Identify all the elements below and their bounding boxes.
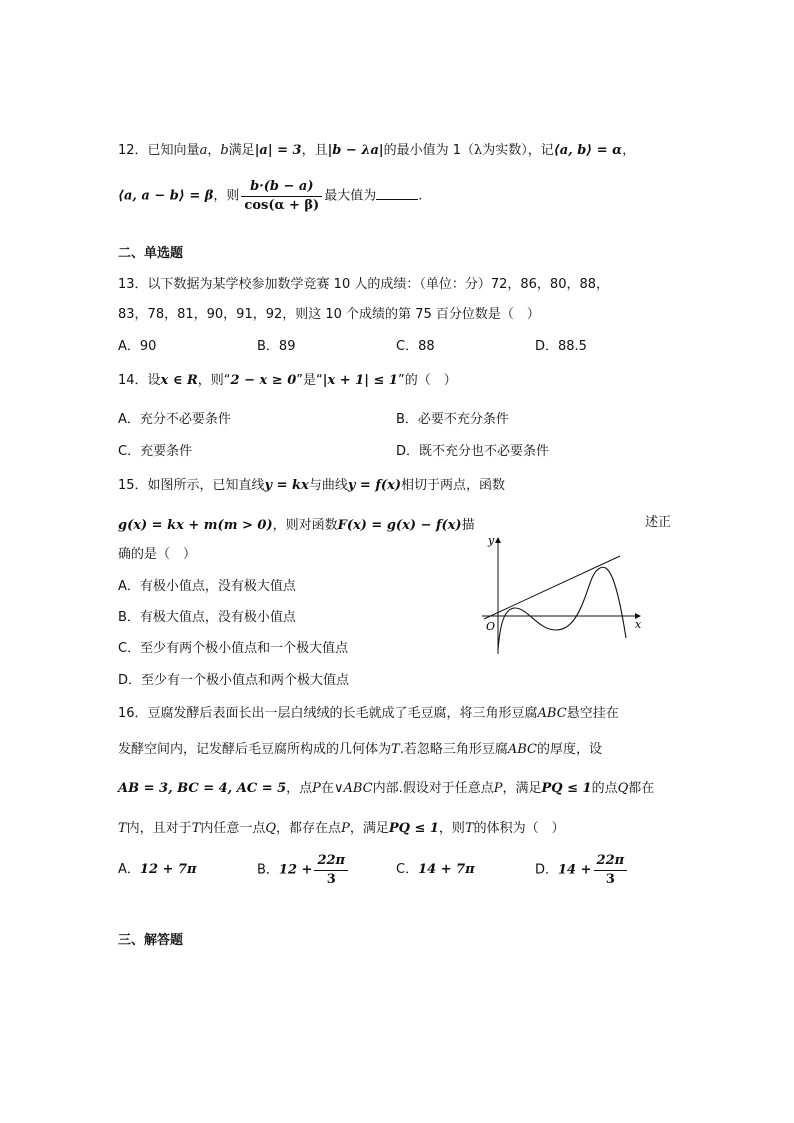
q16-text: 的厚度，设 xyxy=(536,742,602,757)
q14-option-d[interactable]: D．既不充分也不必要条件 xyxy=(396,444,550,459)
q16-option-c-value: 14 + 7π xyxy=(418,862,475,877)
q16-text: 的点 xyxy=(591,781,618,796)
q16-sides: AB = 3, BC = 4, AC = 5 xyxy=(118,781,287,796)
q16-T: T xyxy=(118,821,127,836)
q16-text: ，则 xyxy=(438,821,465,836)
q16-Q: Q xyxy=(265,821,277,836)
y-axis-label: y xyxy=(488,534,495,547)
q16-P: P xyxy=(312,781,321,796)
q12-cond1: |a| = 3 xyxy=(254,143,302,158)
q16-option-b-value: 12 + xyxy=(278,862,313,878)
q15-text: ，则对函数 xyxy=(272,518,338,533)
q16-P: P xyxy=(493,781,503,796)
q16-option-d-fraction xyxy=(594,852,628,889)
q16-T: T xyxy=(464,821,474,836)
q12-text: 最大值为 xyxy=(324,188,377,204)
q16-text: .若忽略三角形豆腐 xyxy=(399,742,508,757)
q12-text: ，且 xyxy=(301,143,328,158)
q15-option-a[interactable]: A．有极小值点，没有极大值点 xyxy=(118,579,296,594)
q16-text: 的体积为（ ） xyxy=(473,821,565,836)
q16-option-label: D． xyxy=(535,862,559,878)
q16-option-d-value: 14 + xyxy=(558,862,592,878)
q16-line3 xyxy=(118,780,654,798)
q16-T: T xyxy=(391,742,400,757)
q12-text: ， xyxy=(622,143,636,158)
q14-option-b[interactable]: B．必要不充分条件 xyxy=(396,412,509,427)
q16-T: T xyxy=(191,821,201,836)
q14-text: ，则“ xyxy=(197,373,231,388)
q13-option-c[interactable]: C．88 xyxy=(396,339,435,354)
q14-stem xyxy=(118,372,457,390)
q16-option-a-value: 12 + 7π xyxy=(139,862,197,877)
q14-text: ”是“ xyxy=(296,373,323,388)
q16-abc: ABC xyxy=(507,742,537,757)
section-answer-questions: 三、解答题 xyxy=(118,933,184,948)
x-axis-label: x xyxy=(635,618,642,631)
section-single-choice: 二、单选题 xyxy=(118,246,184,261)
q14-option-a[interactable]: A．充分不必要条件 xyxy=(118,412,231,427)
q16-text: ，满足 xyxy=(349,821,389,836)
q15-text: 相切于两点，函数 xyxy=(400,478,505,493)
q15-g-eq: g(x) = kx + m(m > 0) xyxy=(118,518,273,533)
q16-text: 在 xyxy=(320,781,334,796)
q15-text: 15．如图所示，已知直线 xyxy=(118,478,265,493)
q15-line3: 确的是（ ） xyxy=(118,547,197,562)
q14-var: x ∈ R xyxy=(160,373,198,388)
q15-line2 xyxy=(118,517,475,535)
q15-option-b[interactable]: B．有极大值点，没有极小值点 xyxy=(118,610,296,625)
q16-option-label: B． xyxy=(257,862,279,878)
q12-line1 xyxy=(118,142,635,160)
q12-text: ， xyxy=(207,143,221,158)
q12-vec-b: b xyxy=(220,143,229,158)
q16-PQ: PQ ≤ 1 xyxy=(541,781,592,796)
q12-text: 为实数），记 xyxy=(482,143,554,158)
q12-fraction xyxy=(241,178,322,215)
q12-vec-a: a xyxy=(199,143,208,158)
q12-frac-num: b·(b − a) xyxy=(241,178,322,197)
q14-option-c[interactable]: C．充要条件 xyxy=(118,444,193,459)
q13-option-b[interactable]: B．89 xyxy=(257,339,296,354)
q16-text: 都在 xyxy=(628,781,655,796)
q15-line-eq: y = kx xyxy=(264,478,309,493)
q16-text: 内任意一点 xyxy=(200,821,266,836)
q12-text: 已知向量 xyxy=(147,143,200,158)
q16-Q: Q xyxy=(617,781,629,796)
q12-angle2: ⟨a, a − b⟩ = β xyxy=(118,188,214,204)
q16-option-b-fraction xyxy=(314,852,348,889)
q16-line2 xyxy=(118,741,602,759)
tangent-line xyxy=(484,556,620,619)
q13-option-d[interactable]: D．88.5 xyxy=(535,339,587,354)
q15-option-d[interactable]: D．至少有一个极小值点和两个极大值点 xyxy=(118,673,350,688)
q12-frac-den: cos(α + β) xyxy=(244,198,320,213)
q14-text: ”的（ ） xyxy=(397,373,457,388)
q16-text: ，满足 xyxy=(502,781,542,796)
q16-text: 内，且对于 xyxy=(126,821,192,836)
q16-PQ: PQ ≤ 1 xyxy=(388,821,439,836)
q14-expr1: 2 − x ≥ 0 xyxy=(230,373,297,388)
curve-fx xyxy=(498,567,626,650)
q12-line2 xyxy=(118,178,422,222)
q13-option-a[interactable]: A．90 xyxy=(118,339,157,354)
origin-label: O xyxy=(486,620,496,633)
q15-continuation: 述正 xyxy=(645,515,672,530)
q16-option-label: C． xyxy=(396,862,419,877)
q16-option-b[interactable] xyxy=(257,852,350,892)
q16-triangle: ∨ABC xyxy=(333,781,373,796)
q12-text: 的最小值为 1（ xyxy=(383,143,475,158)
q12-answer-blank[interactable] xyxy=(376,187,418,200)
q15-curve-eq: y = f(x) xyxy=(347,478,401,493)
q13-line1: 13．以下数据为某学校参加数学竞赛 10 人的成绩：（单位：分）72，86，80，88， xyxy=(118,277,610,292)
frac-num: 22π xyxy=(314,852,348,871)
q16-text: ，都存在点 xyxy=(276,821,342,836)
q16-line1 xyxy=(118,705,619,723)
q12-cond2: |b − λa| xyxy=(327,143,384,158)
q16-text: 悬空挂在 xyxy=(566,706,619,721)
q16-line4 xyxy=(118,820,565,838)
q12-angle1: ⟨a, b⟩ = α xyxy=(553,143,623,158)
q16-text: 内部.假设对于任意点 xyxy=(372,781,494,796)
q12-text: 满足 xyxy=(228,143,255,158)
frac-num: 22π xyxy=(594,852,628,871)
q12-text: ，则 xyxy=(213,188,240,204)
q16-option-a[interactable] xyxy=(118,861,197,879)
q15-text: 与曲线 xyxy=(308,478,348,493)
q16-P: P xyxy=(341,821,350,836)
q15-graph xyxy=(480,530,650,660)
q12-text: . xyxy=(418,188,423,204)
q15-line1 xyxy=(118,477,505,495)
q12-number: 12． xyxy=(118,143,148,158)
q16-option-d[interactable] xyxy=(535,852,629,892)
q16-text: 16．豆腐发酵后表面长出一层白绒绒的长毛就成了毛豆腐，将三角形豆腐 xyxy=(118,706,538,721)
q16-abc: ABC xyxy=(537,706,567,721)
q14-expr2: |x + 1| ≤ 1 xyxy=(322,373,398,388)
q16-text: 发酵空间内，记发酵后毛豆腐所构成的几何体为 xyxy=(118,742,392,757)
q15-option-c[interactable]: C．至少有两个极小值点和一个极大值点 xyxy=(118,641,349,656)
q13-line2: 83，78，81，90，91，92，则这 10 个成绩的第 75 百分位数是（ ） xyxy=(118,307,540,322)
frac-den: 3 xyxy=(326,872,336,887)
q15-F-eq: F(x) = g(x) − f(x) xyxy=(337,518,462,533)
q16-option-label: A． xyxy=(118,862,140,877)
q15-text: 描 xyxy=(461,518,475,533)
q12-lambda: λ xyxy=(474,143,483,158)
q16-text: ，点 xyxy=(286,781,313,796)
q14-text: 14．设 xyxy=(118,373,161,388)
frac-den: 3 xyxy=(605,872,615,887)
q16-option-c[interactable] xyxy=(396,861,475,879)
